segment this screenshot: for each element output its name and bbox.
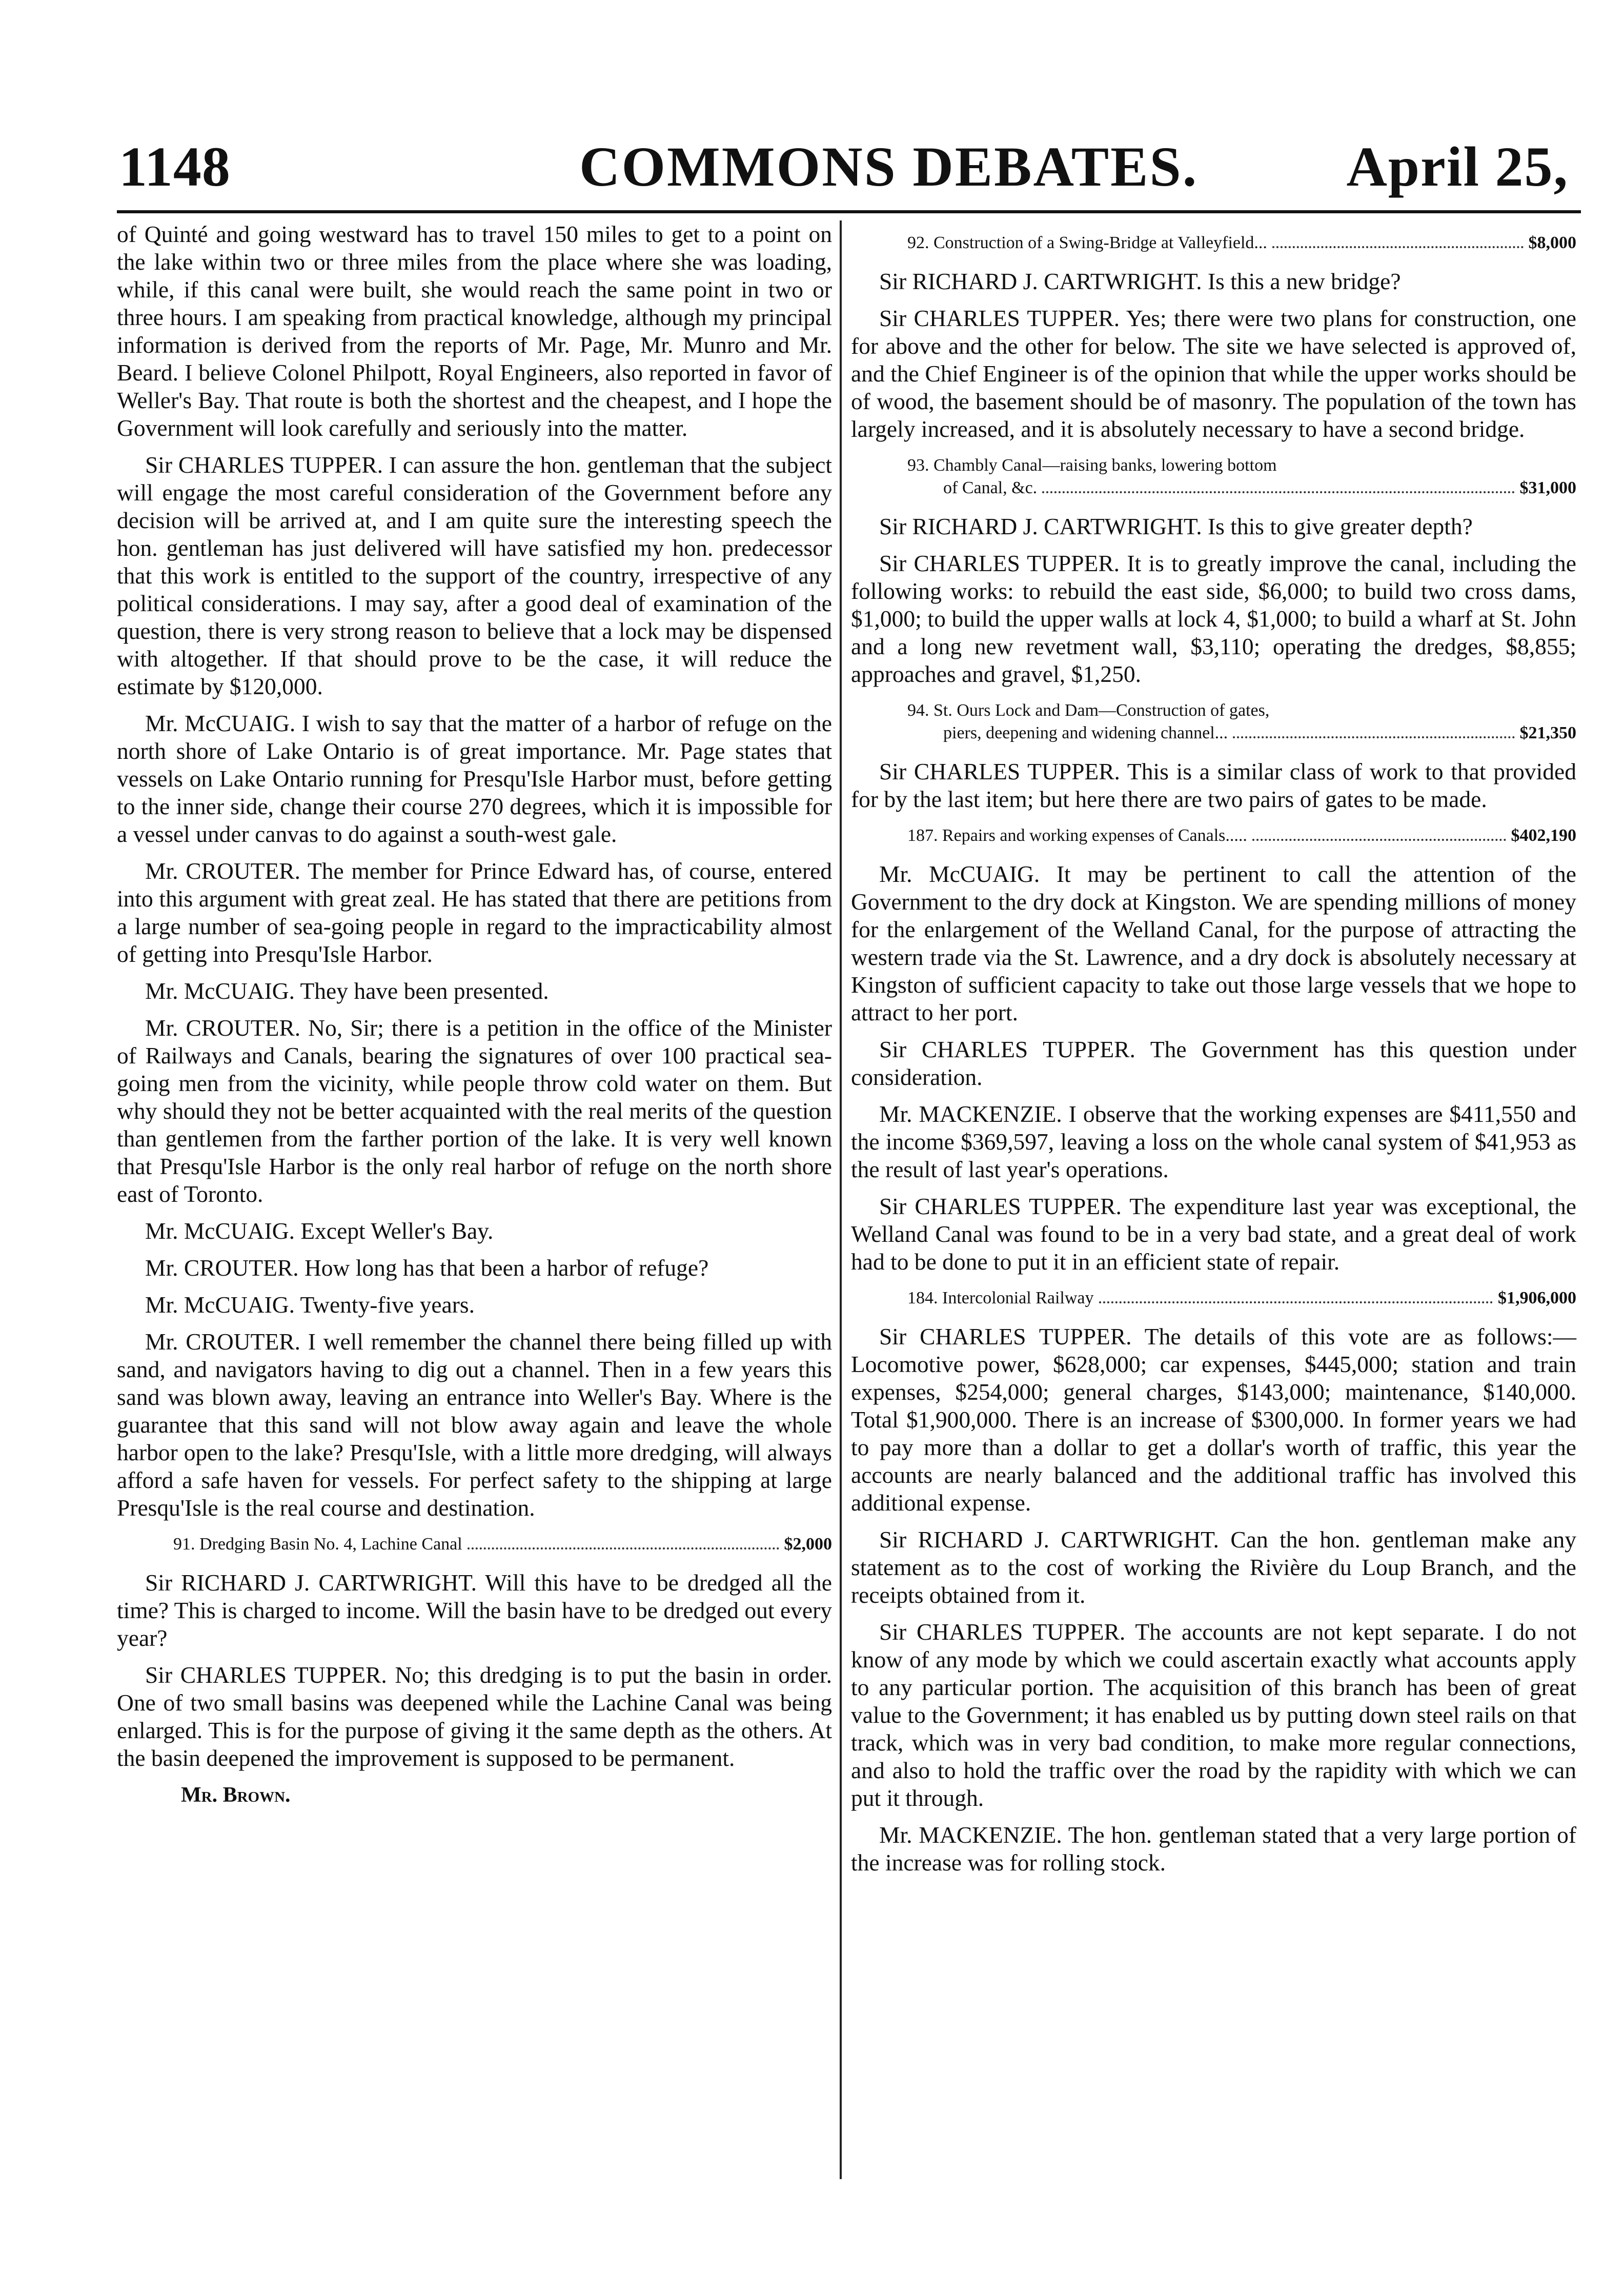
speech-paragraph: Mr. CROUTER. No, Sir; there is a petition in the office of the Minister of Railways and Canals, bearing the signatures of over 100 practical sea-going men from the vicinity, while people throw cold water on them. But why should they not be better acquainted with the real merits of the question than gentlemen from the farther portion of the lake. It is very well known that Presqu'Isle Harbor is the only real harbor of refuge on the north shore east of Toronto.	[117, 1015, 832, 1207]
speech-paragraph: Mr. MACKENZIE. I observe that the working expenses are $411,550 and the income $369,597, leaving a loss on the whole canal system of $41,953 as the result of last year's operations.	[851, 1101, 1576, 1182]
column-divider	[840, 220, 842, 2179]
catchword: Mr. Brown.	[181, 1783, 291, 1807]
estimate-item-label: 187. Repairs and working expenses of Canals.....	[907, 826, 1247, 845]
speech-paragraph: Mr. CROUTER. I well remember the channel there being filled up with sand, and navigators having to dig out a channel. Then in a few years this sand was blown away, leaving an entrance into Weller's Bay. Where is the guarantee that this sand will not blow away again and leave the whole harbor open to the lake? Presqu'Isle, with a little more dredging, will always afford a safe haven for vessels. For perfect safety to the shipping at large Presqu'Isle is the real course and destination.	[117, 1328, 832, 1521]
speech-paragraph: Sir CHARLES TUPPER. This is a similar class of work to that provided for by the last item; but here there are two pairs of gates to be made.	[851, 758, 1576, 812]
estimate-item	[851, 454, 1576, 499]
dot-leader	[1042, 478, 1514, 493]
dot-leader	[1099, 1288, 1493, 1303]
estimate-item-label: 91. Dredging Basin No. 4, Lachine Canal	[173, 1535, 462, 1554]
dot-leader	[1252, 826, 1506, 841]
speech-paragraph: Sir RICHARD J. CARTWRIGHT. Is this a new bridge?	[879, 268, 1401, 294]
page-date: April 25,	[1346, 135, 1569, 198]
speech-paragraph: Mr. McCUAIG. They have been presented.	[145, 978, 549, 1004]
speech-paragraph: Mr. McCUAIG. Except Weller's Bay.	[145, 1218, 494, 1244]
estimate-item-amount: $21,350	[1519, 723, 1576, 742]
estimate-item	[117, 1533, 832, 1556]
estimate-item-amount: $402,190	[1511, 826, 1576, 845]
speech-paragraph: Sir RICHARD J. CARTWRIGHT. Is this to give greater depth?	[879, 513, 1473, 539]
estimate-item-label: 93. Chambly Canal—raising banks, lowering bottom	[907, 456, 1277, 475]
speech-paragraph: Sir CHARLES TUPPER. The accounts are not kept separate. I do not know of any mode by which we could ascertain exactly what accounts apply to any particular portion. The acquisition of this branch has been of great value to the Government; it has enabled us by putting down steel rails on that track, which was in very bad condition, to make more regular connections, and also to hold the traffic over the road by the rapidity with which we can put it through.	[851, 1619, 1576, 1811]
header-rule	[117, 210, 1581, 213]
page-number: 1148	[119, 135, 231, 198]
speech-paragraph: Sir CHARLES TUPPER. It is to greatly improve the canal, including the following works: to rebuild the east side, $6,000; to build two cross dams, $1,000; to build the upper walls at lock 4, $1,000; to build a wharf at St. John and a long new revetment wall, $3,110; operating the dredges, $8,855; approaches and gravel, $1,250.	[851, 550, 1576, 687]
speech-paragraph: Mr. McCUAIG. It may be pertinent to call the attention of the Government to the dry dock at Kingston. We are spending millions of money for the enlargement of the Welland Canal, for the purpose of attracting the western trade via the St. Lawrence, and a dry dock is absolutely necessary at Kingston of sufficient capacity to take out those large vessels that we hope to attract to her port.	[851, 861, 1576, 1025]
estimate-item-label-cont: of Canal, &c.	[943, 478, 1038, 497]
estimate-item	[851, 824, 1576, 847]
speech-paragraph: Mr. McCUAIG. Twenty-five years.	[145, 1292, 475, 1318]
speech-paragraph: Mr. MACKENZIE. The hon. gentleman stated that a very large portion of the increase was for rolling stock.	[851, 1822, 1576, 1876]
estimate-item-amount: $2,000	[784, 1535, 832, 1554]
dot-leader	[1272, 233, 1524, 248]
speech-paragraph: Sir CHARLES TUPPER. Yes; there were two plans for construction, one for above and the other for below. The site we have selected is approved of, and the Chief Engineer is of the opinion that while the upper works should be of wood, the basement should be of masonry. The population of the town has largely increased, and it is absolutely necessary to have a second bridge.	[851, 305, 1576, 442]
estimate-item-amount: $31,000	[1519, 478, 1576, 497]
estimate-item-line2	[907, 722, 1576, 744]
speech-paragraph: Sir CHARLES TUPPER. The expenditure last year was exceptional, the Welland Canal was found to be in a very bad state, and a great deal of work had to be done to put it in an efficient state of repair.	[851, 1193, 1576, 1275]
speech-paragraph: of Quinté and going westward has to travel 150 miles to get to a point on the lake within two or three miles from the place where she was loading, while, if this canal were built, she would reach the same point in two or three hours. I am speaking from practical knowledge, although my principal information is derived from the reports of Mr. Page, Mr. Munro and Mr. Beard. I believe Colonel Philpott, Royal Engineers, also reported in favor of Weller's Bay. That route is both the shortest and the cheapest, and I hope the Government will look carefully and seriously into the matter.	[117, 221, 832, 441]
estimate-item	[851, 699, 1576, 744]
estimate-item-line2	[907, 477, 1576, 499]
right-column	[851, 220, 1576, 1886]
estimate-item	[851, 232, 1576, 254]
estimate-item-amount: $8,000	[1528, 233, 1576, 252]
speech-paragraph: Mr. CROUTER. How long has that been a harbor of refuge?	[145, 1255, 709, 1281]
dot-leader	[1233, 723, 1514, 738]
page-title: COMMONS DEBATES.	[579, 135, 1199, 198]
speech-paragraph: Sir CHARLES TUPPER. I can assure the hon. gentleman that the subject will engage the most careful consideration of the Government before any decision will be arrived at, and I am quite sure the interesting speech the hon. gentleman has just delivered will have satisfied my hon. predecessor that this work is entitled to the support of the country, irrespective of any political considerations. I may say, after a good deal of examination of the question, there is very strong reason to believe that a lock may be dispensed with altogether. If that should prove to be the case, it will reduce the estimate by $120,000.	[117, 452, 832, 699]
estimate-item-label-cont: piers, deepening and widening channel...	[943, 723, 1228, 742]
estimate-item	[851, 1287, 1576, 1310]
speech-paragraph: Sir RICHARD J. CARTWRIGHT. Can the hon. gentleman make any statement as to the cost of working the Rivière du Loup Branch, and the receipts obtained from it.	[851, 1526, 1576, 1608]
speech-paragraph: Sir RICHARD J. CARTWRIGHT. Will this have to be dredged all the time? This is charged to income. Will the basin have to be dredged out every year?	[117, 1569, 832, 1651]
speech-paragraph: Mr. McCUAIG. I wish to say that the matter of a harbor of refuge on the north shore of Lake Ontario is of great importance. Mr. Page states that vessels on Lake Ontario running for Presqu'Isle Harbor must, before getting to the inner side, change their course 270 degrees, which it is impossible for a vessel under canvas to do against a south-west gale.	[117, 710, 832, 847]
dot-leader	[468, 1534, 779, 1549]
estimate-item-label: 184. Intercolonial Railway	[907, 1289, 1094, 1307]
speech-paragraph: Sir CHARLES TUPPER. No; this dredging is to put the basin in order. One of two small basins was deepened while the Lachine Canal was being enlarged. This is for the purpose of giving it the same depth as the others. At the basin deepened the improvement is supposed to be permanent.	[117, 1662, 832, 1771]
left-column	[117, 220, 832, 1818]
speech-paragraph: Mr. CROUTER. The member for Prince Edward has, of course, entered into this argument with great zeal. He has stated that there are petitions from a large number of sea-going people in regard to the impracticability almost of getting into Presqu'Isle Harbor.	[117, 858, 832, 967]
estimate-item-amount: $1,906,000	[1498, 1289, 1576, 1307]
estimate-item-label: 94. St. Ours Lock and Dam—Construction of gates,	[907, 701, 1270, 720]
speech-paragraph: Sir CHARLES TUPPER. The details of this vote are as follows:—Locomotive power, $628,000; car expenses, $445,000; station and train expenses, $254,000; general charges, $143,000; maintenance, $140,000. Total $1,900,000. There is an increase of $300,000. In former years we had to pay more than a dollar to get a dollar's worth of traffic, this year the accounts are nearly balanced and the additional traffic has involved this additional expense.	[851, 1323, 1576, 1516]
speech-paragraph: Sir CHARLES TUPPER. The Government has this question under consideration.	[851, 1036, 1576, 1090]
estimate-item-label: 92. Construction of a Swing-Bridge at Valleyfield...	[907, 233, 1267, 252]
